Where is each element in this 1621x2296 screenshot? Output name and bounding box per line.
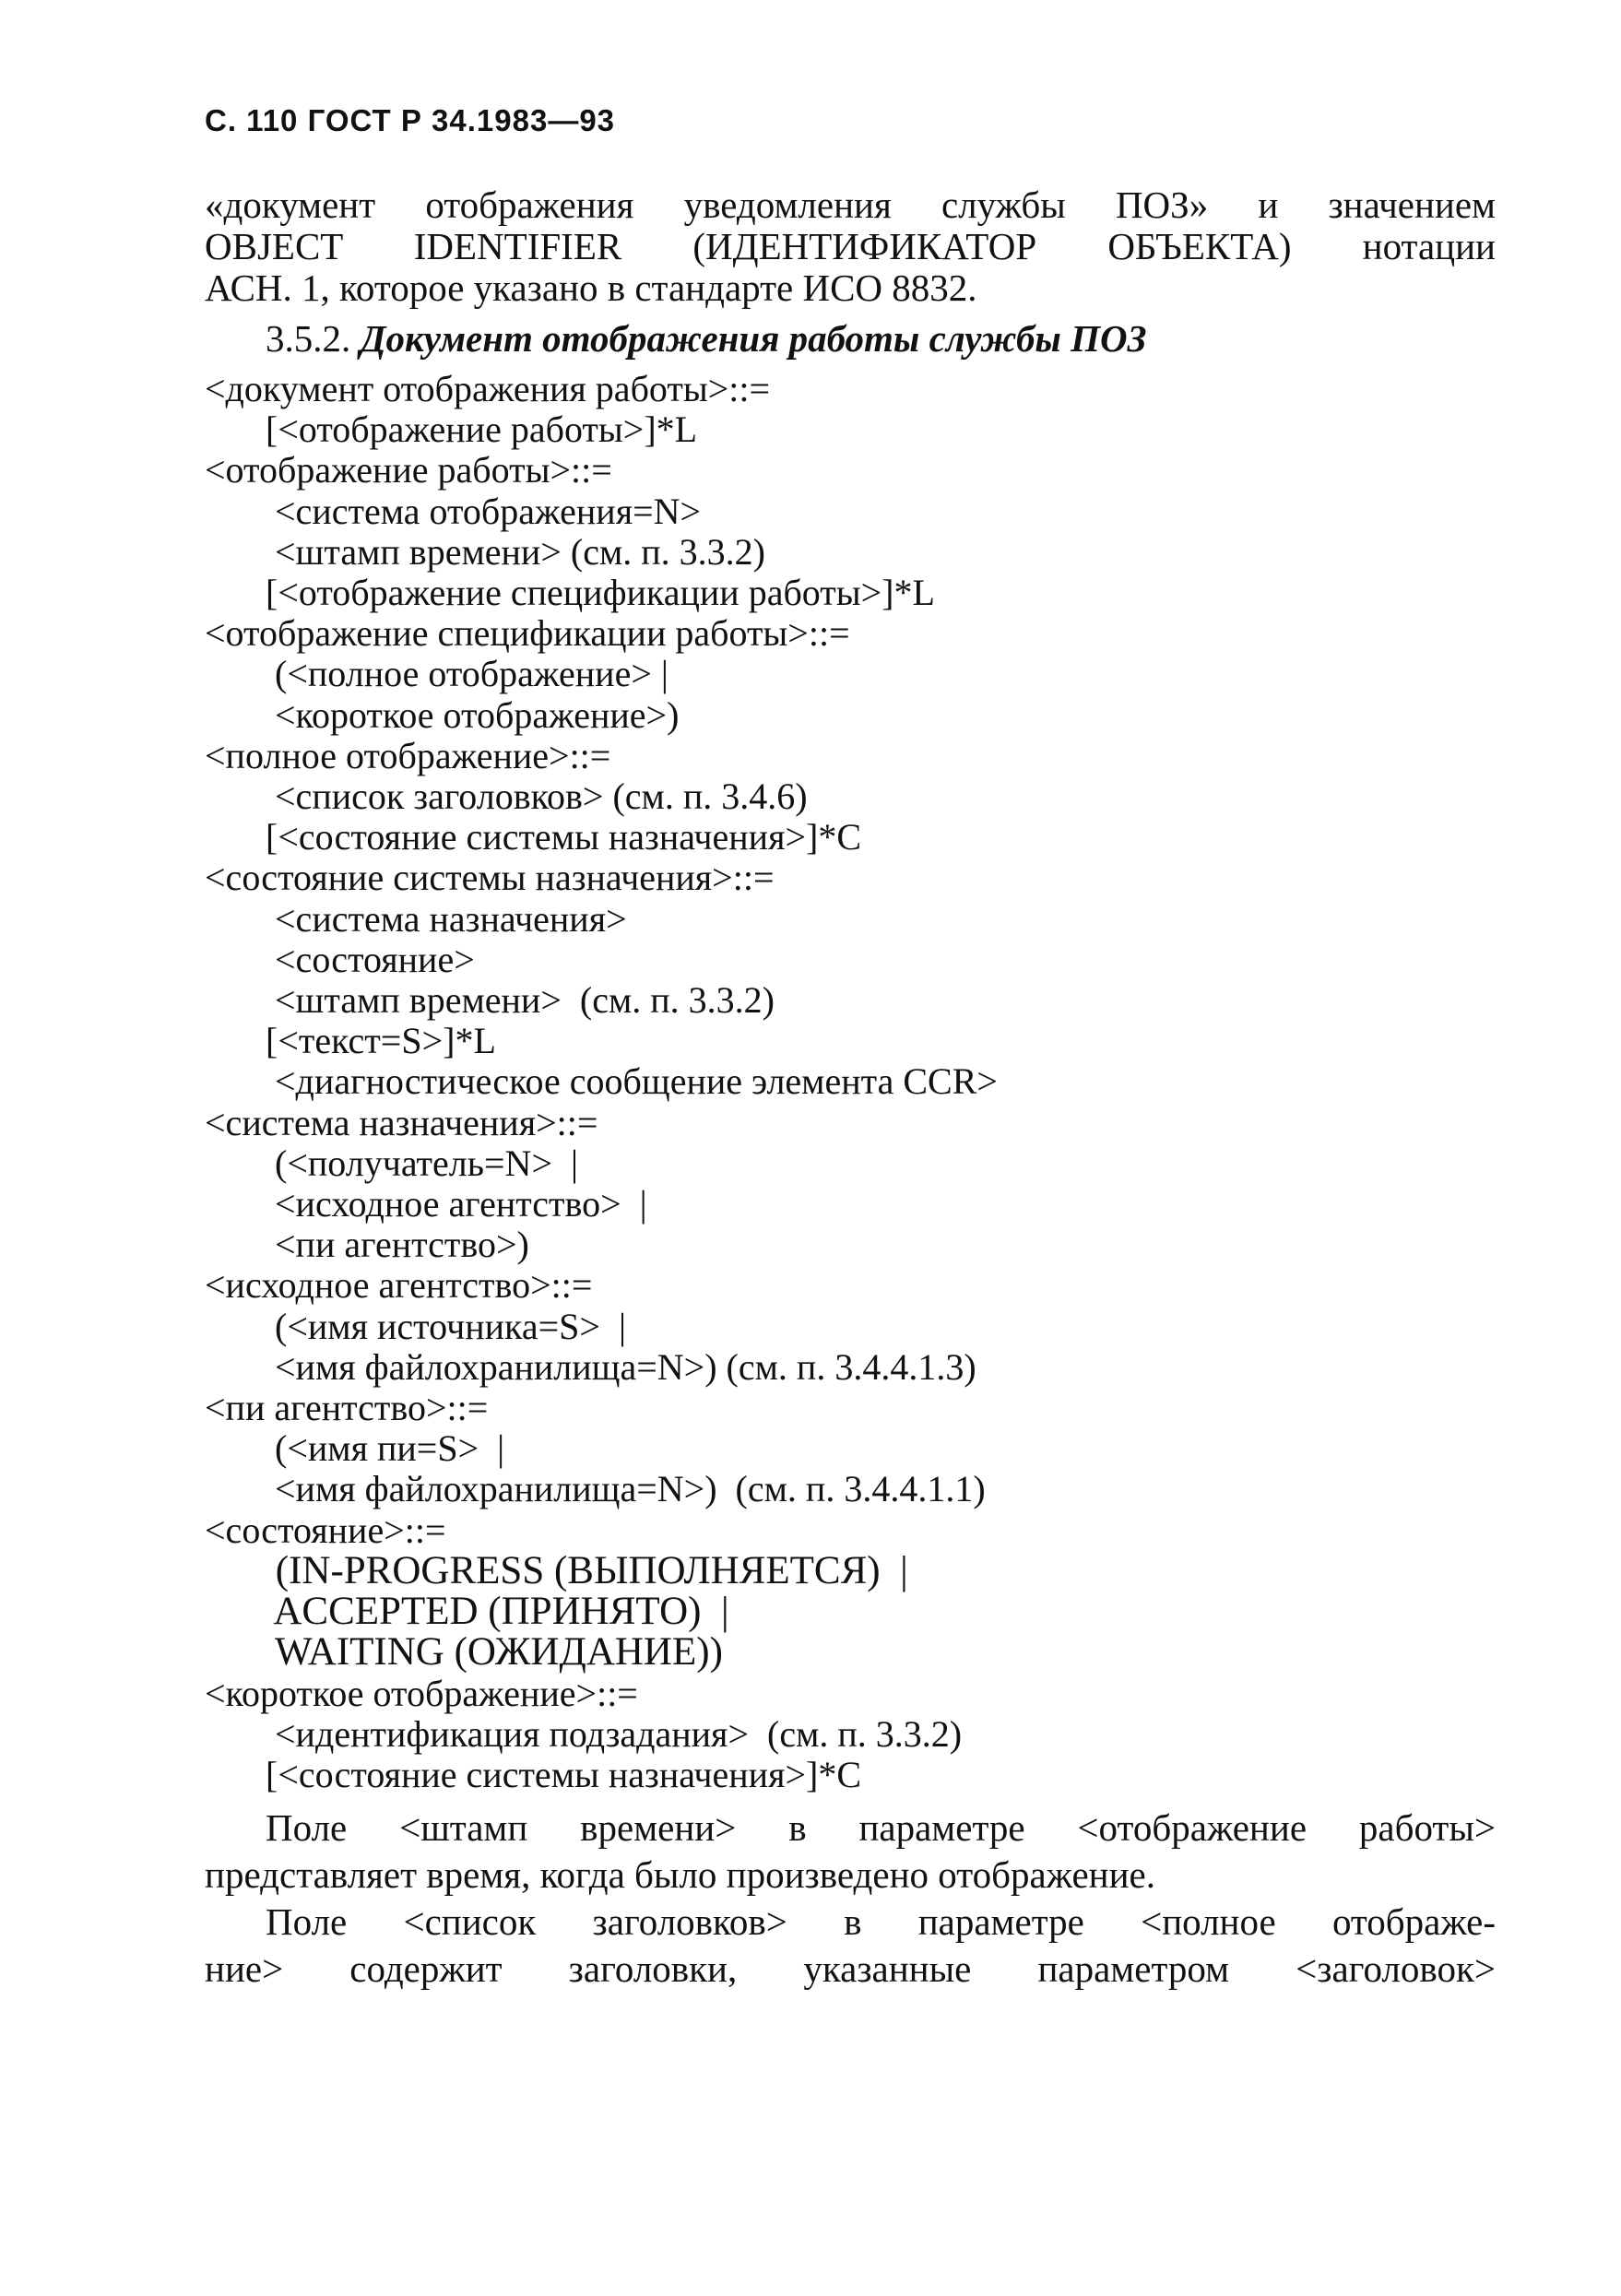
grammar-rule-body: ACCEPTED (ПРИНЯТО) | xyxy=(266,1590,729,1634)
grammar-rule-body: (<имя пи=S> | xyxy=(266,1427,505,1470)
grammar-rule-head: <короткое отображение>::= xyxy=(205,1672,638,1714)
grammar-rule-body: <штамп времени> (см. п. 3.3.2) xyxy=(266,979,775,1022)
grammar-rule-head: <документ отображения работы>::= xyxy=(205,368,771,409)
outro-p2-line-1: Поле <список заголовков> в параметре <полное отображе- xyxy=(266,1900,1496,1943)
grammar-rule-head: <отображение спецификации работы>::= xyxy=(205,612,850,655)
grammar-rule-body: <состояние> xyxy=(266,938,475,980)
intro-paragraph xyxy=(205,184,1496,309)
grammar-rule-body: (<имя источника=S> | xyxy=(266,1305,626,1347)
running-head: С. 110 ГОСТ Р 34.1983—93 xyxy=(205,103,616,137)
outro-p1-line-1: Поле <штамп времени> в параметре <отображение работы> xyxy=(266,1806,1496,1849)
grammar-rule-body: [<текст=S>]*L xyxy=(266,1020,496,1062)
closing-text xyxy=(205,1807,1496,1995)
outro-p2-line-2: ние> содержит заголовки, указанные параметром <заголовок> xyxy=(205,1947,1496,1990)
grammar-rule-body: [<отображение работы>]*L xyxy=(266,408,698,451)
grammar-rule-body: (<получатель=N> | xyxy=(266,1142,579,1184)
grammar-rule-body: (IN-PROGRESS (ВЫПОЛНЯЕТСЯ) | xyxy=(266,1548,908,1592)
grammar-rule-head: <состояние>::= xyxy=(205,1509,446,1551)
grammar-rule-head: <система назначения>::= xyxy=(205,1101,598,1143)
grammar-rule-head: <пи агентство>::= xyxy=(205,1387,489,1429)
grammar-rule-body: WAITING (ОЖИДАНИЕ)) xyxy=(266,1630,723,1675)
grammar-rule-head: <исходное агентство>::= xyxy=(205,1264,593,1307)
grammar-rule-body: [<состояние системы назначения>]*C xyxy=(266,816,862,858)
outro-p1-line-2: представляет время, когда было произведено отображение. xyxy=(205,1853,1155,1896)
grammar-rule-body: [<состояние системы назначения>]*C xyxy=(266,1753,862,1795)
intro-line-3: АСН. 1, которое указано в стандарте ИСО 8832. xyxy=(205,266,977,309)
grammar-rule-head: <отображение работы>::= xyxy=(205,449,612,491)
section-heading xyxy=(266,318,1147,360)
grammar-rule-body: <система отображения=N> xyxy=(266,490,702,532)
grammar-rule-head: <состояние системы назначения>::= xyxy=(205,857,775,899)
grammar-rule-body: <штамп времени> (см. п. 3.3.2) xyxy=(266,530,765,573)
section-number: 3.5.2. xyxy=(266,317,351,360)
intro-line-2: OBJECT IDENTIFIER (ИДЕНТИФИКАТОР ОБЪЕКТА) нотации xyxy=(205,225,1496,267)
grammar-rule-body: <список заголовков> (см. п. 3.4.6) xyxy=(266,775,808,818)
grammar-rule-body: <исходное агентство> | xyxy=(266,1183,647,1225)
grammar-rule-body: <система назначения> xyxy=(266,897,627,940)
grammar-rule-body: (<полное отображение> | xyxy=(266,653,669,695)
grammar-block xyxy=(205,369,998,1795)
grammar-rule-body: [<отображение спецификации работы>]*L xyxy=(266,572,935,614)
grammar-rule-head: <полное отображение>::= xyxy=(205,734,611,776)
grammar-rule-body: <пи агентство>) xyxy=(266,1224,529,1266)
grammar-rule-body: <имя файлохранилища=N>) (см. п. 3.4.4.1.1) xyxy=(266,1468,986,1510)
grammar-rule-body: <имя файлохранилища=N>) (см. п. 3.4.4.1.3) xyxy=(266,1345,976,1388)
grammar-rule-body: <диагностическое сообщение элемента CCR> xyxy=(266,1060,998,1103)
intro-line-1: «документ отображения уведомления службы ПОЗ» и значением xyxy=(205,183,1496,226)
grammar-rule-body: <идентификация подзадания> (см. п. 3.3.2) xyxy=(266,1712,963,1755)
grammar-rule-body: <короткое отображение>) xyxy=(266,693,680,736)
section-title: Документ отображения работы службы ПОЗ xyxy=(360,317,1147,360)
